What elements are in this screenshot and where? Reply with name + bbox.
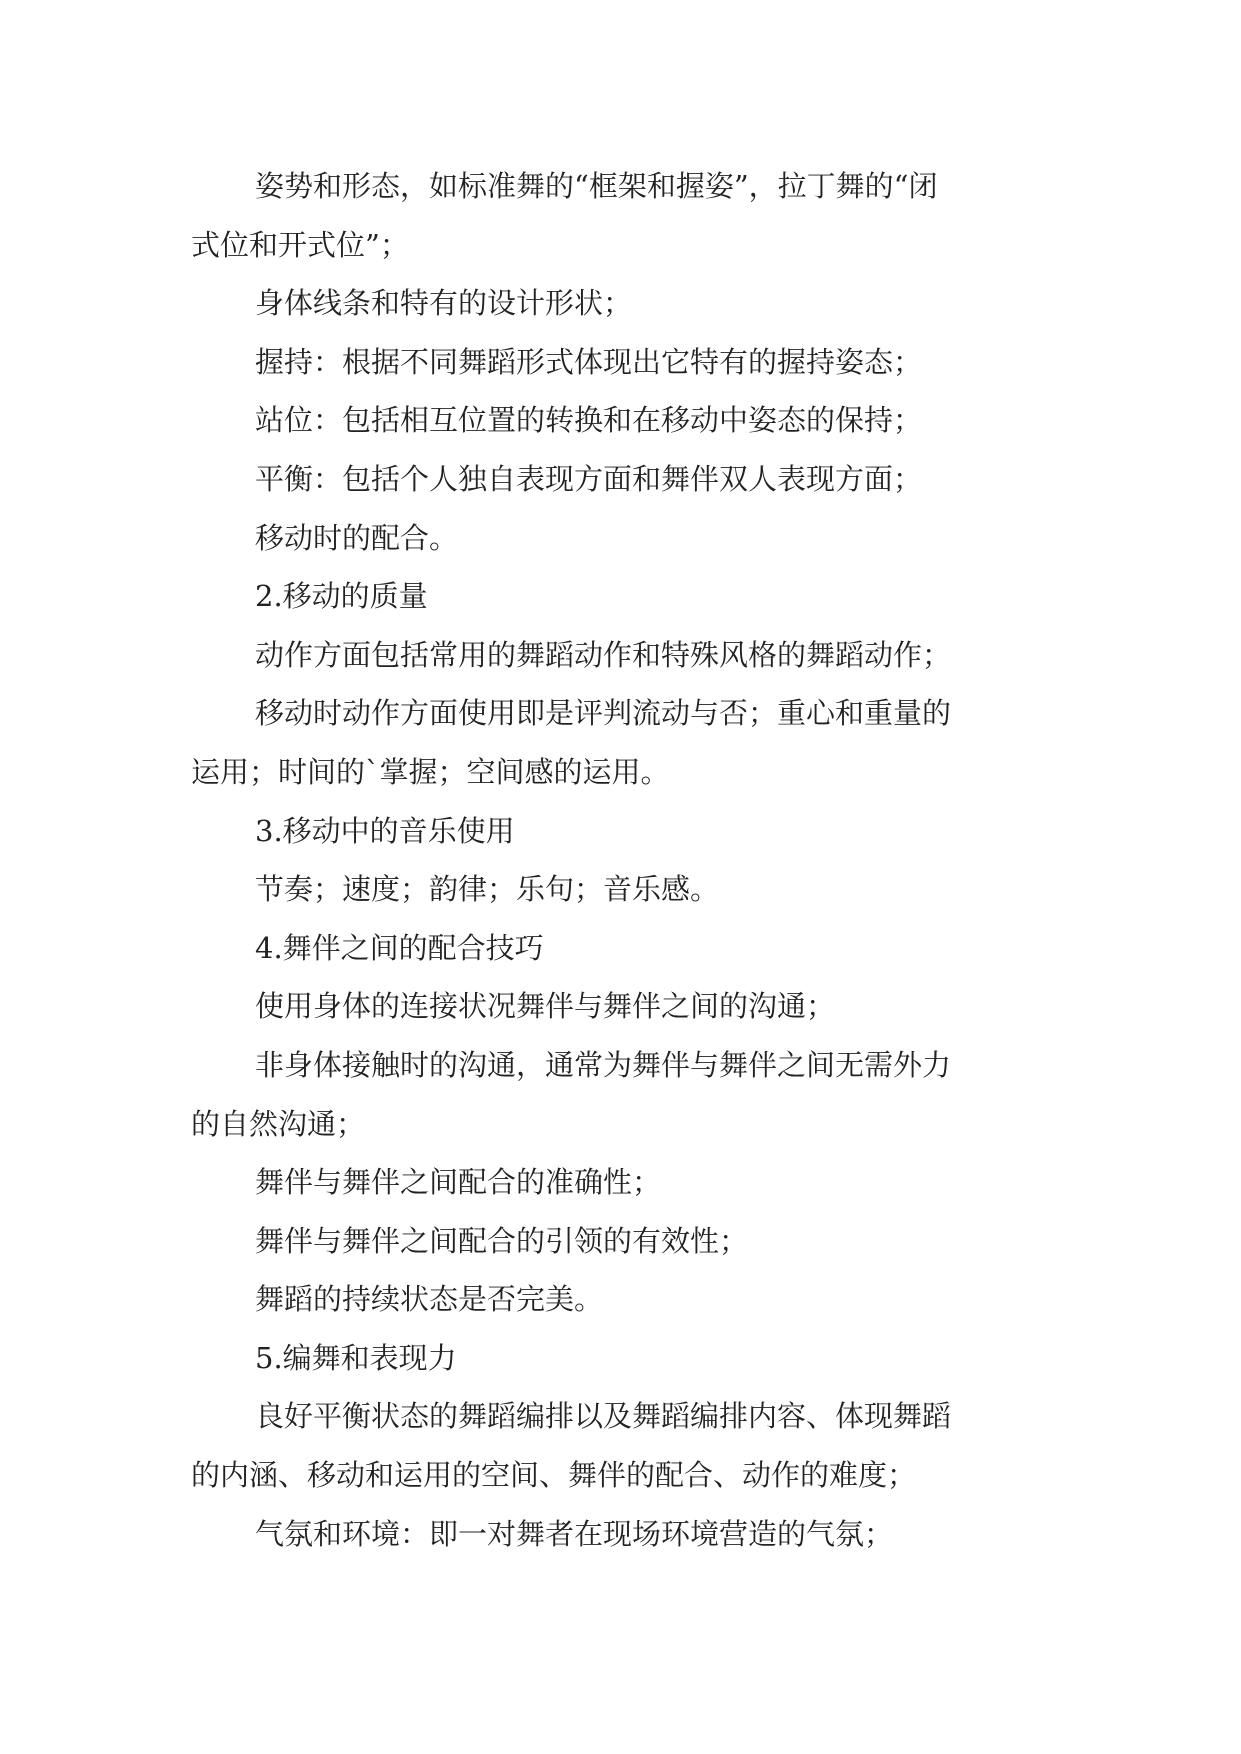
text-line: 的内涵、移动和运用的空间、舞伴的配合、动作的难度； — [191, 1458, 917, 1493]
text-line: 舞蹈的持续状态是否完美。 — [255, 1282, 604, 1317]
text-line: 姿势和形态，如标准舞的“框架和握姿”，拉丁舞的“闭 — [255, 169, 938, 203]
section-heading: 3.移动中的音乐使用 — [255, 813, 515, 848]
text-line: 舞伴与舞伴之间配合的准确性； — [255, 1165, 662, 1200]
text-line: 握持：根据不同舞蹈形式体现出它特有的握持姿态； — [255, 344, 923, 379]
text-line: 良好平衡状态的舞蹈编排以及舞蹈编排内容、体现舞蹈 — [255, 1399, 952, 1434]
text-line: 站位：包括相互位置的转换和在移动中姿态的保持； — [255, 403, 923, 438]
text-line: 舞伴与舞伴之间配合的引领的有效性； — [255, 1223, 749, 1258]
text-line: 移动时的配合。 — [255, 520, 459, 555]
section-heading: 4.舞伴之间的配合技巧 — [255, 930, 544, 965]
text-line: 使用身体的连接状况舞伴与舞伴之间的沟通； — [255, 989, 836, 1024]
text-line: 运用；时间的`掌握；空间感的运用。 — [191, 754, 670, 789]
body-text — [191, 157, 1071, 1563]
text-line: 非身体接触时的沟通，通常为舞伴与舞伴之间无需外力 — [255, 1047, 952, 1082]
text-line: 节奏；速度；韵律；乐句；音乐感。 — [255, 872, 720, 907]
section-heading: 5.编舞和表现力 — [255, 1340, 457, 1375]
text-line: 的自然沟通； — [191, 1106, 366, 1141]
text-line: 动作方面包括常用的舞蹈动作和特殊风格的舞蹈动作； — [255, 637, 952, 672]
text-line: 移动时动作方面使用即是评判流动与否；重心和重量的 — [255, 696, 952, 731]
text-line: 式位和开式位”； — [191, 227, 409, 262]
text-line: 身体线条和特有的设计形状； — [255, 286, 633, 321]
text-line: 平衡：包括个人独自表现方面和舞伴双人表现方面； — [255, 461, 923, 496]
section-heading: 2.移动的质量 — [255, 579, 428, 614]
text-line: 气氛和环境：即一对舞者在现场环境营造的气氛； — [255, 1516, 894, 1551]
